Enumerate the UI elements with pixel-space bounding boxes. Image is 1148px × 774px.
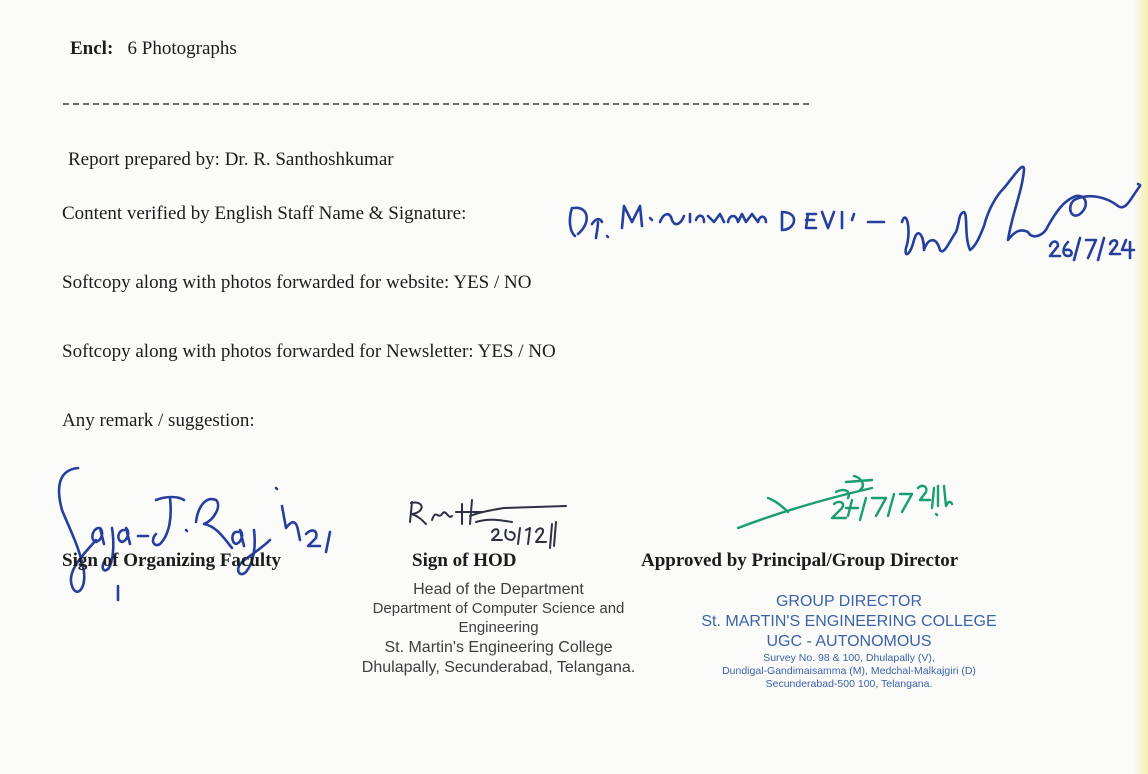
hod-stamp-line: Dhulapally, Secunderabad, Telangana. [361, 658, 636, 676]
hod-stamp-line: St. Martin's Engineering College [384, 638, 613, 656]
gd-stamp-line: Dundigal-Gandimaisamma (M), Medchal-Malkajgiri (D) [722, 665, 976, 678]
content-verified-label: Content verified by English Staff Name & Signature: [62, 203, 467, 224]
gd-stamp-line: St. MARTIN'S ENGINEERING COLLEGE [701, 613, 997, 630]
hod-stamp-line: Head of the Department [413, 581, 584, 598]
enclosure-label: Encl: [70, 38, 114, 59]
gd-stamp-line: Survey No. 98 & 100, Dhulapally (V), [763, 652, 935, 664]
organizing-faculty-label: Sign of Organizing Faculty [62, 550, 282, 571]
gd-stamp-line: UGC - AUTONOMOUS [766, 633, 932, 650]
softcopy-newsletter: Softcopy along with photos forwarded for Newsletter: YES / NO [62, 341, 556, 362]
group-director-stamp [684, 592, 1014, 691]
gd-stamp-line: GROUP DIRECTOR [775, 593, 923, 610]
remark-label: Any remark / suggestion: [62, 410, 255, 431]
gd-stamp-line: Secunderabad-500 100, Telangana. [765, 678, 933, 691]
enclosure-value: 6 Photographs [127, 38, 237, 59]
report-prepared-by: Report prepared by: Dr. R. Santhoshkumar [68, 149, 394, 170]
hod-stamp [336, 580, 661, 678]
principal-label: Approved by Principal/Group Director [641, 550, 959, 571]
softcopy-website: Softcopy along with photos forwarded for website: YES / NO [62, 272, 532, 293]
hod-label: Sign of HOD [412, 550, 517, 571]
hod-stamp-line: Department of Computer Science and Engineering [372, 600, 625, 636]
